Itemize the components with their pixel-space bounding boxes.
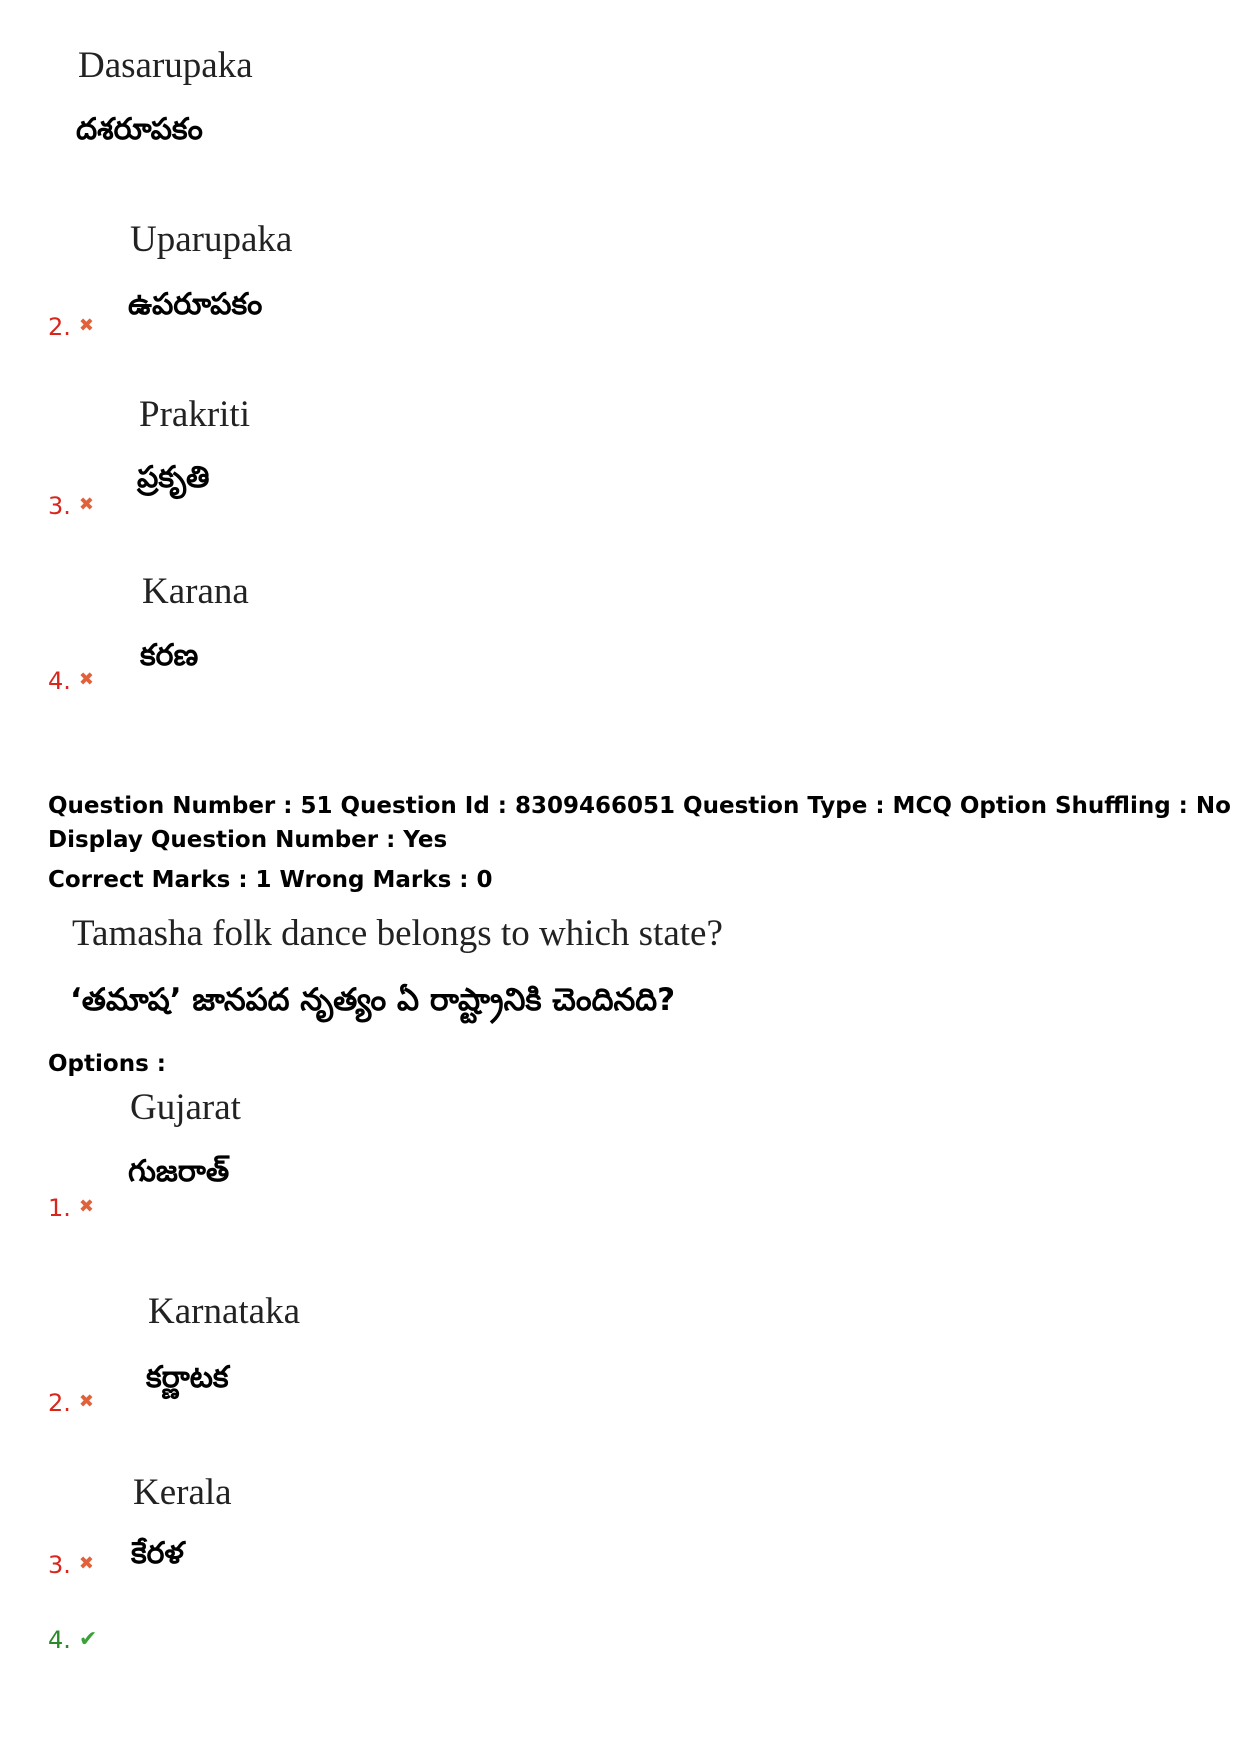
- option-english-text: Kerala: [133, 1472, 232, 1513]
- cross-icon: ✖: [78, 1553, 94, 1574]
- option-number: [48, 1626, 97, 1654]
- cross-icon: ✖: [78, 315, 94, 336]
- option-telugu-text: కేరళ: [131, 1536, 184, 1571]
- option-telugu-text: కరణ: [140, 638, 199, 673]
- option-telugu-text: ప్రకృతి: [137, 460, 210, 495]
- cross-icon: ✖: [78, 494, 94, 515]
- option-english-text: Karana: [142, 571, 249, 612]
- option-english-text: Dasarupaka: [78, 45, 253, 86]
- option-english-text: Uparupaka: [130, 219, 293, 260]
- option-number-label: 1.: [48, 1194, 71, 1222]
- option-number-label: 2.: [48, 1389, 71, 1417]
- cross-icon: ✖: [78, 1196, 94, 1217]
- option-number: [48, 313, 94, 341]
- option-english-text: Karnataka: [148, 1291, 301, 1332]
- cross-icon: ✖: [78, 669, 94, 690]
- option-telugu-text: కర్ణాటక: [146, 1360, 229, 1395]
- question-text-english: Tamasha folk dance belongs to which state?: [72, 913, 723, 954]
- cross-icon: ✖: [78, 1391, 94, 1412]
- check-icon: ✔: [78, 1627, 98, 1652]
- question-marks-line: Correct Marks : 1 Wrong Marks : 0: [48, 867, 493, 893]
- option-number: [48, 492, 94, 520]
- option-english-text: Prakriti: [139, 394, 250, 435]
- question-text-telugu: ‘తమాష’ జానపద నృత్యం ఏ రాష్ట్రానికి చెందినది?: [70, 982, 676, 1018]
- options-label: Options :: [48, 1051, 166, 1077]
- question-meta-line: Display Question Number : Yes: [48, 827, 448, 853]
- option-number: [48, 667, 94, 695]
- question-meta-line: Question Number : 51 Question Id : 8309466051 Question Type : MCQ Option Shuffling : No: [48, 793, 1231, 819]
- option-telugu-text: దశరూపకం: [76, 112, 203, 147]
- option-number-label: 2.: [48, 313, 71, 341]
- option-number: [48, 1194, 94, 1222]
- option-telugu-text: ఉపరూపకం: [128, 287, 263, 322]
- option-number-label: 4.: [48, 667, 71, 695]
- option-number-label: 4.: [48, 1626, 71, 1654]
- option-number: [48, 1551, 94, 1579]
- option-number: [48, 1389, 94, 1417]
- option-english-text: Gujarat: [130, 1087, 241, 1128]
- option-telugu-text: గుజరాత్: [128, 1154, 230, 1189]
- option-number-label: 3.: [48, 1551, 71, 1579]
- option-number-label: 3.: [48, 492, 71, 520]
